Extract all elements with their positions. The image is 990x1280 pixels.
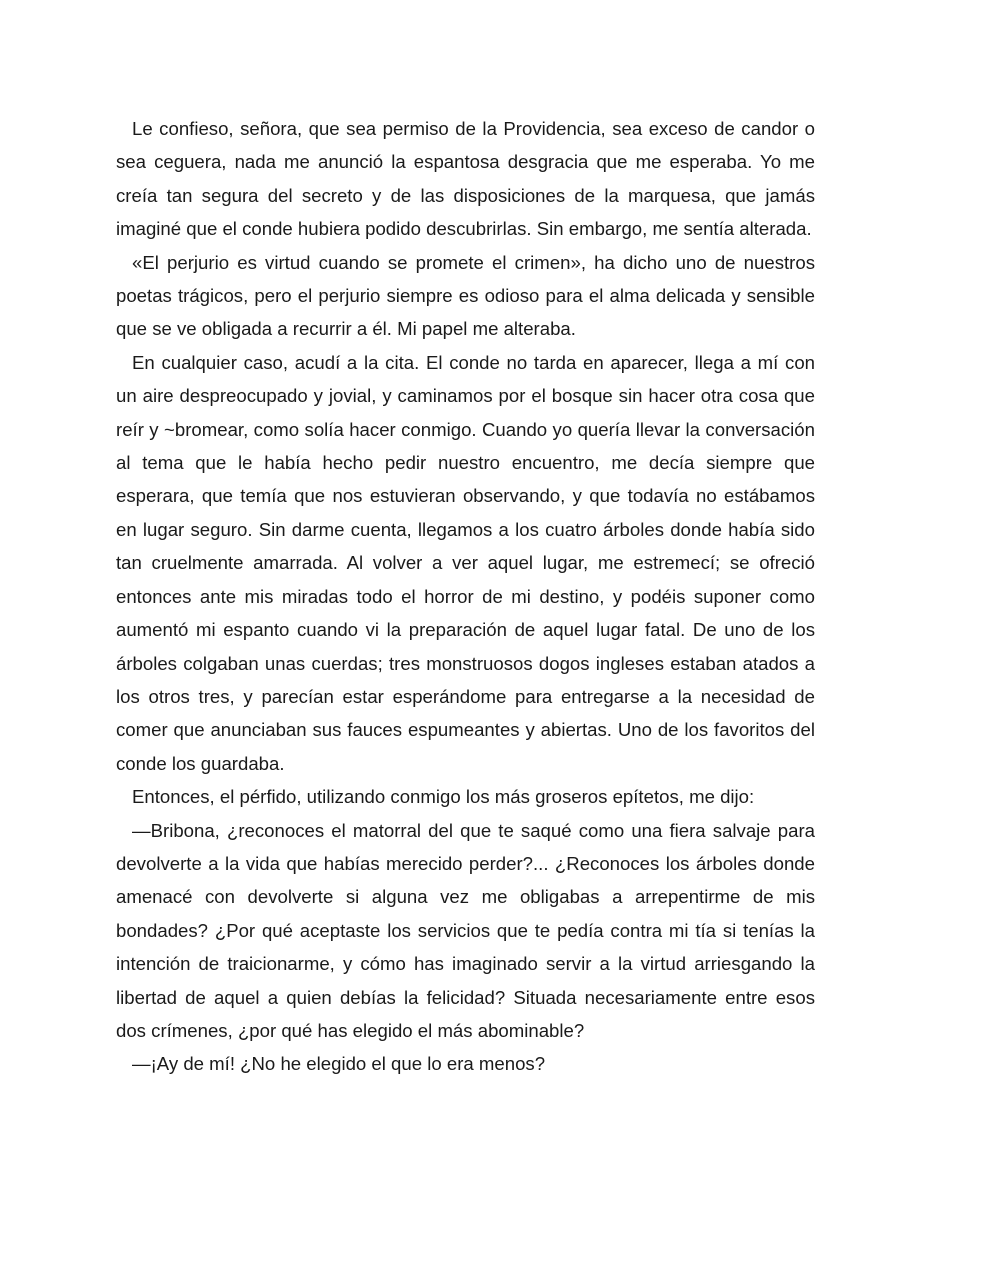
paragraph: —Bribona, ¿reconoces el matorral del que te saqué como una fiera salvaje para devolverte a la vida que habías merecido perder?... ¿Reconoces los árboles donde amenacé con devolverte si alguna vez me obligabas a arrepentirme de mis bondades? ¿Por qué aceptaste los servicios que te pedía contra mi tía si tenías la intención de traicionarme, y cómo has imaginado servir a la virtud arriesgando la libertad de aquel a quien debías la felicidad? Situada necesariamente entre esos dos crímenes, ¿por qué has elegido el más abominable?	[116, 819, 815, 1041]
paragraph: Le confieso, señora, que sea permiso de la Providencia, sea exceso de candor o sea ceguera, nada me anunció la espantosa desgracia que me esperaba. Yo me creía tan segura del secreto y de las disposiciones de la marquesa, que jamás imaginé que el conde hubiera podido descubrirlas. Sin embargo, me sentía alterada.	[116, 118, 815, 240]
paragraph: «El perjurio es virtud cuando se promete el crimen», ha dicho uno de nuestros poetas trágicos, pero el perjurio siempre es odioso para el alma delicada y sensible que se ve obligada a recurrir a él. Mi papel me alteraba.	[116, 251, 815, 340]
paragraph: En cualquier caso, acudí a la cita. El conde no tarda en aparecer, llega a mí con un aire despreocupado y jovial, y caminamos por el bosque sin hacer otra cosa que reír y ~bromear, como solía hacer conmigo. Cuando yo quería llevar la conversación al tema que le había hecho pedir nuestro encuentro, me decía siempre que esperara, que temía que nos estuvieran observando, y que todavía no estábamos en lugar seguro. Sin darme cuenta, llegamos a los cuatro árboles donde había sido tan cruelmente amarrada. Al volver a ver aquel lugar, me estremecí; se ofreció entonces ante mis miradas todo el horror de mi destino, y podéis suponer como aumentó mi espanto cuando vi la preparación de aquel lugar fatal. De uno de los árboles colgaban unas cuerdas; tres monstruosos dogos ingleses estaban atados a los otros tres, y parecían estar esperándome para entregarse a la necesidad de comer que anunciaban sus fauces espumeantes y abiertas. Uno de los favoritos del conde los guardaba.	[116, 351, 815, 774]
body-text	[116, 112, 815, 1081]
paragraph: Entonces, el pérfido, utilizando conmigo los más groseros epítetos, me dijo:	[132, 786, 755, 808]
paragraph: —¡Ay de mí! ¿No he elegido el que lo era menos?	[132, 1053, 546, 1075]
